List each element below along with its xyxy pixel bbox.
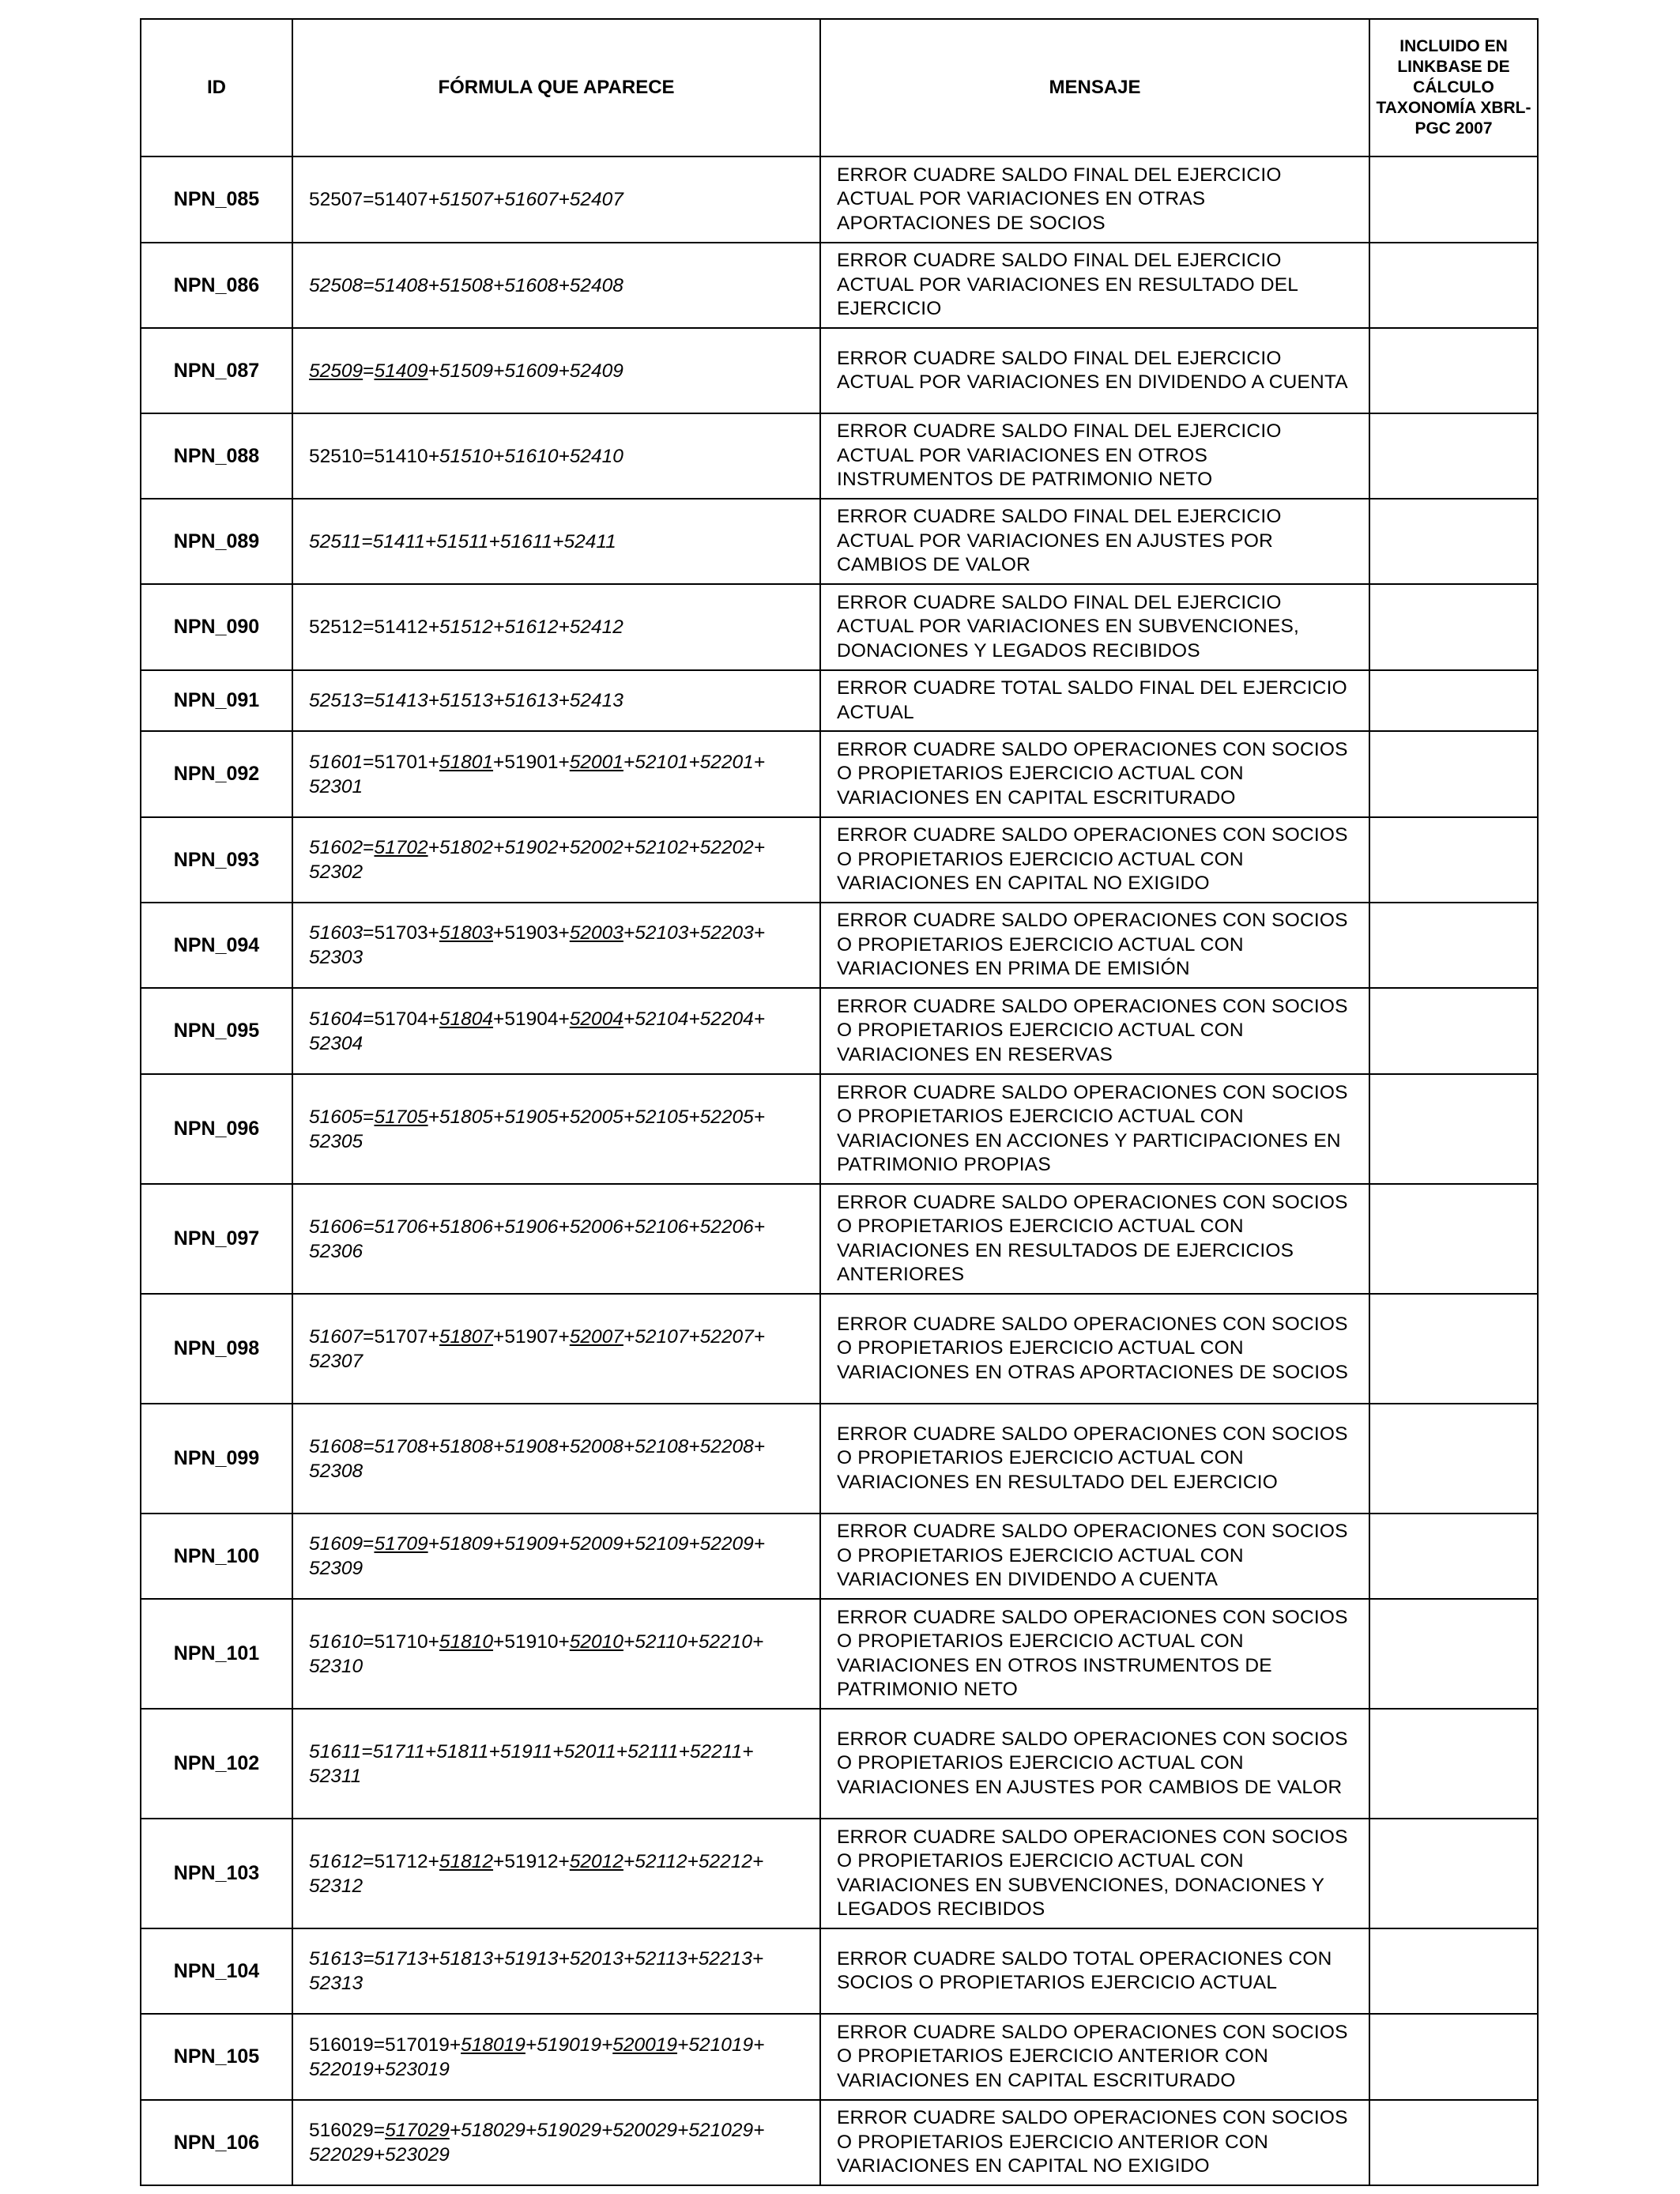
formula-segment: = — [363, 360, 375, 382]
formula-segment: 52509 — [309, 360, 363, 382]
formula-segment: 51803 — [439, 922, 494, 944]
rule-included — [1369, 670, 1538, 731]
formula-segment: +519019+ — [525, 2034, 613, 2056]
formula-segment: 51610 — [309, 1630, 363, 1653]
rule-formula — [292, 731, 820, 817]
formula-segment: +52101+52201+ 52301 — [309, 751, 766, 797]
formula-segment: = — [363, 1533, 375, 1555]
rule-message: ERROR CUADRE SALDO OPERACIONES CON SOCIOS O PROPIETARIOS EJERCICIO ACTUAL CON VARIACIONES EN RESERVAS — [820, 988, 1369, 1074]
formula-segment: +52103+52203+ 52303 — [309, 922, 766, 968]
rule-message: ERROR CUADRE SALDO OPERACIONES CON SOCIOS O PROPIETARIOS EJERCICIO ACTUAL CON VARIACIONES EN SUBVENCIONES, DONACIONES Y LEGADOS RECIBIDOS — [820, 1819, 1369, 1928]
formula-segment: 52012 — [569, 1850, 623, 1872]
rule-included — [1369, 243, 1538, 328]
formula-segment: 516029= — [309, 2120, 386, 2141]
formula-segment: 516019=517019+ — [309, 2034, 461, 2056]
table-row — [141, 1294, 1538, 1404]
rule-formula — [292, 328, 820, 413]
rule-message: ERROR CUADRE SALDO OPERACIONES CON SOCIOS O PROPIETARIOS EJERCICIO ACTUAL CON VARIACIONES EN DIVIDENDO A CUENTA — [820, 1514, 1369, 1599]
table-row — [141, 670, 1538, 731]
rule-message: ERROR CUADRE SALDO OPERACIONES CON SOCIOS O PROPIETARIOS EJERCICIO ACTUAL CON VARIACIONES EN PRIMA DE EMISIÓN — [820, 903, 1369, 988]
rule-formula — [292, 1074, 820, 1184]
rule-included — [1369, 499, 1538, 584]
rule-message: ERROR CUADRE SALDO OPERACIONES CON SOCIOS O PROPIETARIOS EJERCICIO ACTUAL CON VARIACIONES EN OTRAS APORTACIONES DE SOCIOS — [820, 1294, 1369, 1404]
formula-segment: 51609 — [309, 1533, 363, 1555]
rule-id: NPN_095 — [141, 988, 292, 1074]
rule-formula — [292, 1514, 820, 1599]
formula-segment: +51901+ — [493, 751, 570, 773]
formula-segment: 52003 — [569, 922, 623, 944]
rule-formula — [292, 1294, 820, 1404]
table-row — [141, 1599, 1538, 1709]
formula-segment: 518019 — [461, 2034, 525, 2056]
rule-id: NPN_096 — [141, 1074, 292, 1184]
rule-formula — [292, 1709, 820, 1819]
table-row — [141, 156, 1538, 243]
rule-formula — [292, 2100, 820, 2185]
rule-included — [1369, 731, 1538, 817]
table-row — [141, 817, 1538, 903]
rule-message: ERROR CUADRE SALDO FINAL DEL EJERCICIO ACTUAL POR VARIACIONES EN DIVIDENDO A CUENTA — [820, 328, 1369, 413]
rule-formula — [292, 1819, 820, 1928]
rule-message: ERROR CUADRE SALDO OPERACIONES CON SOCIOS O PROPIETARIOS EJERCICIO ACTUAL CON VARIACIONES EN CAPITAL ESCRITURADO — [820, 731, 1369, 817]
rule-formula — [292, 499, 820, 584]
rule-message: ERROR CUADRE SALDO OPERACIONES CON SOCIOS O PROPIETARIOS EJERCICIO ANTERIOR CON VARIACIONES EN CAPITAL NO EXIGIDO — [820, 2100, 1369, 2185]
formula-segment: 51607 — [309, 1325, 363, 1348]
rule-id: NPN_104 — [141, 1928, 292, 2014]
formula-segment: 51810 — [439, 1630, 494, 1653]
rule-included — [1369, 584, 1538, 670]
rule-message: ERROR CUADRE SALDO OPERACIONES CON SOCIOS O PROPIETARIOS EJERCICIO ACTUAL CON VARIACIONES EN RESULTADO DEL EJERCICIO — [820, 1404, 1369, 1514]
formula-segment: =51704+ — [363, 1008, 439, 1030]
table-row — [141, 988, 1538, 1074]
formula-segment: =51712+ — [363, 1850, 439, 1872]
header-id: ID — [141, 19, 292, 156]
table-row — [141, 584, 1538, 670]
rule-id: NPN_101 — [141, 1599, 292, 1709]
formula-segment: 51608=51708+51808+51908+52008+52108+52208+ 52308 — [309, 1435, 766, 1482]
rule-included — [1369, 1819, 1538, 1928]
rule-included — [1369, 1599, 1538, 1709]
table-row — [141, 499, 1538, 584]
formula-segment: 52010 — [569, 1630, 623, 1653]
formula-segment: 517029 — [385, 2120, 450, 2141]
formula-segment: 52511=51411+51511+51611+52411 — [309, 530, 616, 552]
formula-segment: +51507+51607+52407 — [428, 189, 623, 210]
rule-id: NPN_097 — [141, 1184, 292, 1294]
rule-included — [1369, 988, 1538, 1074]
formula-segment: 52001 — [569, 751, 623, 773]
formula-segment: +51904+ — [493, 1008, 570, 1030]
formula-segment: +51910+ — [493, 1630, 570, 1653]
rule-id: NPN_090 — [141, 584, 292, 670]
rule-formula — [292, 156, 820, 243]
rule-id: NPN_085 — [141, 156, 292, 243]
table-row — [141, 1928, 1538, 2014]
rule-id: NPN_087 — [141, 328, 292, 413]
formula-segment: 51705 — [374, 1106, 428, 1128]
table-row — [141, 903, 1538, 988]
rule-formula — [292, 584, 820, 670]
table-row — [141, 2100, 1538, 2185]
rule-formula — [292, 413, 820, 499]
table-row — [141, 1404, 1538, 1514]
rule-included — [1369, 1074, 1538, 1184]
rule-message: ERROR CUADRE SALDO FINAL DEL EJERCICIO ACTUAL POR VARIACIONES EN OTROS INSTRUMENTOS DE PATRIMONIO NETO — [820, 413, 1369, 499]
formula-segment: 51613=51713+51813+51913+52013+52113+52213+ 52313 — [309, 1948, 764, 1994]
header-formula: FÓRMULA QUE APARECE — [292, 19, 820, 156]
formula-segment: 51409 — [374, 360, 428, 382]
rule-included — [1369, 2100, 1538, 2185]
formula-segment: +51805+51905+52005+52105+52205+ 52305 — [309, 1106, 766, 1152]
rule-id: NPN_105 — [141, 2014, 292, 2100]
table-row — [141, 1184, 1538, 1294]
rule-included — [1369, 1514, 1538, 1599]
rule-formula — [292, 1184, 820, 1294]
rule-message: ERROR CUADRE SALDO FINAL DEL EJERCICIO ACTUAL POR VARIACIONES EN OTRAS APORTACIONES DE SOCIOS — [820, 156, 1369, 243]
table-row — [141, 731, 1538, 817]
rule-formula — [292, 1599, 820, 1709]
rule-id: NPN_092 — [141, 731, 292, 817]
rule-formula — [292, 2014, 820, 2100]
rule-message: ERROR CUADRE SALDO TOTAL OPERACIONES CON SOCIOS O PROPIETARIOS EJERCICIO ACTUAL — [820, 1928, 1369, 2014]
rule-id: NPN_086 — [141, 243, 292, 328]
formula-segment: 51605 — [309, 1106, 363, 1128]
rule-message: ERROR CUADRE SALDO OPERACIONES CON SOCIOS O PROPIETARIOS EJERCICIO ACTUAL CON VARIACIONES EN ACCIONES Y PARTICIPACIONES EN PATRIMONIO PROPIAS — [820, 1074, 1369, 1184]
rule-formula — [292, 903, 820, 988]
rule-id: NPN_088 — [141, 413, 292, 499]
formula-segment: 520019 — [612, 2034, 678, 2056]
rule-message: ERROR CUADRE SALDO OPERACIONES CON SOCIOS O PROPIETARIOS EJERCICIO ACTUAL CON VARIACIONES EN OTROS INSTRUMENTOS DE PATRIMONIO NETO — [820, 1599, 1369, 1709]
rule-included — [1369, 1709, 1538, 1819]
formula-segment: 52512=51412 — [309, 616, 428, 638]
rule-included — [1369, 1928, 1538, 2014]
formula-segment: 51709 — [374, 1533, 428, 1555]
rule-message: ERROR CUADRE SALDO OPERACIONES CON SOCIOS O PROPIETARIOS EJERCICIO ACTUAL CON VARIACIONES EN CAPITAL NO EXIGIDO — [820, 817, 1369, 903]
formula-segment: +51907+ — [493, 1325, 570, 1348]
formula-segment: +51903+ — [493, 922, 570, 944]
formula-segment: 52507=51407 — [309, 189, 428, 210]
rule-included — [1369, 1404, 1538, 1514]
formula-segment: 51602 — [309, 837, 363, 858]
table-row — [141, 1819, 1538, 1928]
rule-id: NPN_089 — [141, 499, 292, 584]
formula-segment: 51606=51706+51806+51906+52006+52106+52206+ 52306 — [309, 1216, 766, 1262]
table-row — [141, 413, 1538, 499]
formula-segment: +52107+52207+ 52307 — [309, 1325, 766, 1372]
formula-segment: 52513=51413+51513+51613+52413 — [309, 690, 623, 711]
formula-segment: 52004 — [569, 1008, 623, 1030]
formula-segment: 52007 — [569, 1325, 623, 1348]
table-row — [141, 1709, 1538, 1819]
rule-formula — [292, 1928, 820, 2014]
formula-segment: +52110+52210+ 52310 — [309, 1630, 764, 1677]
formula-segment: 51702 — [374, 837, 428, 858]
formula-segment: 51603 — [309, 922, 363, 944]
formula-segment: +51512+51612+52412 — [428, 616, 623, 638]
formula-segment: =51701+ — [363, 751, 439, 773]
rule-formula — [292, 817, 820, 903]
rule-included — [1369, 328, 1538, 413]
rule-formula — [292, 1404, 820, 1514]
formula-segment: 51812 — [439, 1850, 494, 1872]
validation-rules-table — [140, 18, 1539, 2186]
rule-id: NPN_098 — [141, 1294, 292, 1404]
rule-included — [1369, 903, 1538, 988]
table-row — [141, 328, 1538, 413]
rule-message: ERROR CUADRE SALDO FINAL DEL EJERCICIO ACTUAL POR VARIACIONES EN AJUSTES POR CAMBIOS DE VALOR — [820, 499, 1369, 584]
rule-message: ERROR CUADRE SALDO OPERACIONES CON SOCIOS O PROPIETARIOS EJERCICIO ACTUAL CON VARIACIONES EN RESULTADOS DE EJERCICIOS ANTERIORES — [820, 1184, 1369, 1294]
rule-included — [1369, 413, 1538, 499]
rule-message: ERROR CUADRE SALDO FINAL DEL EJERCICIO ACTUAL POR VARIACIONES EN SUBVENCIONES, DONACIONES Y LEGADOS RECIBIDOS — [820, 584, 1369, 670]
formula-segment: +518029+519029+520029+521029+ 522029+523029 — [309, 2120, 765, 2166]
formula-segment: 51611=51711+51811+51911+52011+52111+52211+ 52311 — [309, 1740, 754, 1787]
formula-segment: = — [363, 837, 375, 858]
formula-segment: 51604 — [309, 1008, 363, 1030]
formula-segment: =51710+ — [363, 1630, 439, 1653]
formula-segment: +521019+ 522019+523019 — [309, 2034, 765, 2080]
table-row — [141, 1074, 1538, 1184]
rule-id: NPN_100 — [141, 1514, 292, 1599]
formula-segment: +51809+51909+52009+52109+52209+ 52309 — [309, 1533, 766, 1579]
rule-message: ERROR CUADRE TOTAL SALDO FINAL DEL EJERCICIO ACTUAL — [820, 670, 1369, 731]
formula-segment: 51612 — [309, 1850, 363, 1872]
formula-segment: +52112+52212+ 52312 — [309, 1850, 764, 1897]
formula-segment: +51510+51610+52410 — [428, 445, 623, 467]
table-header-row — [141, 19, 1538, 156]
formula-segment: =51703+ — [363, 922, 439, 944]
rule-message: ERROR CUADRE SALDO OPERACIONES CON SOCIOS O PROPIETARIOS EJERCICIO ACTUAL CON VARIACIONES EN AJUSTES POR CAMBIOS DE VALOR — [820, 1709, 1369, 1819]
rule-id: NPN_103 — [141, 1819, 292, 1928]
rule-id: NPN_093 — [141, 817, 292, 903]
rule-included — [1369, 1294, 1538, 1404]
rule-formula — [292, 243, 820, 328]
formula-segment: 51807 — [439, 1325, 494, 1348]
rule-included — [1369, 2014, 1538, 2100]
rule-message: ERROR CUADRE SALDO OPERACIONES CON SOCIOS O PROPIETARIOS EJERCICIO ANTERIOR CON VARIACIONES EN CAPITAL ESCRITURADO — [820, 2014, 1369, 2100]
formula-segment: 51804 — [439, 1008, 494, 1030]
formula-segment: +51802+51902+52002+52102+52202+ 52302 — [309, 837, 766, 883]
rule-included — [1369, 1184, 1538, 1294]
table-row — [141, 1514, 1538, 1599]
rule-id: NPN_091 — [141, 670, 292, 731]
table-row — [141, 2014, 1538, 2100]
rule-formula — [292, 988, 820, 1074]
header-included: INCLUIDO EN LINKBASE DE CÁLCULO TAXONOMÍA XBRL-PGC 2007 — [1369, 19, 1538, 156]
rule-included — [1369, 817, 1538, 903]
header-message: MENSAJE — [820, 19, 1369, 156]
rule-message: ERROR CUADRE SALDO FINAL DEL EJERCICIO ACTUAL POR VARIACIONES EN RESULTADO DEL EJERCICIO — [820, 243, 1369, 328]
rule-id: NPN_106 — [141, 2100, 292, 2185]
formula-segment: = — [363, 1106, 375, 1128]
formula-segment: =51707+ — [363, 1325, 439, 1348]
rule-id: NPN_102 — [141, 1709, 292, 1819]
formula-segment: +52104+52204+ 52304 — [309, 1008, 766, 1054]
formula-segment: 52510=51410 — [309, 445, 428, 467]
formula-segment: 51801 — [439, 751, 494, 773]
rule-id: NPN_094 — [141, 903, 292, 988]
rule-included — [1369, 156, 1538, 243]
formula-segment: +51912+ — [493, 1850, 570, 1872]
formula-segment: 51601 — [309, 751, 363, 773]
formula-segment: 52508=51408+51508+51608+52408 — [309, 274, 623, 296]
rule-id: NPN_099 — [141, 1404, 292, 1514]
table-row — [141, 243, 1538, 328]
formula-segment: +51509+51609+52409 — [428, 360, 623, 382]
rule-formula — [292, 670, 820, 731]
